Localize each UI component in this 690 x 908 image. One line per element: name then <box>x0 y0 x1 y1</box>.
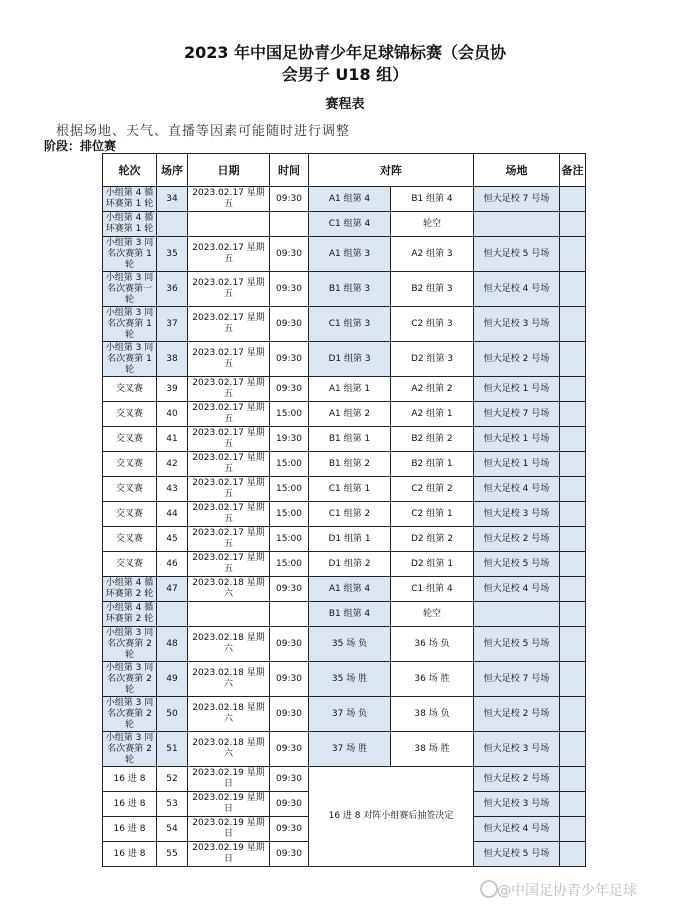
table-row <box>103 502 586 527</box>
time-cell: 09:30 <box>270 732 309 767</box>
page-title-line-1: 2023 年中国足协青少年足球锦标赛（会员协 <box>183 43 507 62</box>
time-cell: 09:30 <box>270 307 309 342</box>
home-team-cell: A1 组第 2 <box>309 402 391 427</box>
venue-cell: 恒大足校 1 号场 <box>474 427 560 452</box>
remark-cell <box>560 817 586 842</box>
table-row <box>103 452 586 477</box>
match-no-cell: 49 <box>157 662 188 697</box>
match-no-cell: 50 <box>157 697 188 732</box>
date-cell: 2023.02.17 星期五 <box>188 342 270 377</box>
venue-cell: 恒大足校 5 号场 <box>474 552 560 577</box>
remark-cell <box>560 602 586 627</box>
round-cell: 小组第 3 同名次赛第 1 轮 <box>103 342 157 377</box>
table-row <box>103 732 586 767</box>
date-cell: 2023.02.17 星期五 <box>188 187 270 212</box>
venue-cell: 恒大足校 1 号场 <box>474 377 560 402</box>
round-cell: 交叉赛 <box>103 477 157 502</box>
time-cell: 15:00 <box>270 452 309 477</box>
table-row <box>103 627 586 662</box>
away-team-cell: B1 组第 4 <box>391 187 474 212</box>
remark-cell <box>560 187 586 212</box>
date-cell: 2023.02.17 星期五 <box>188 377 270 402</box>
date-cell: 2023.02.17 星期五 <box>188 452 270 477</box>
table-row <box>103 377 586 402</box>
match-no-cell: 36 <box>157 272 188 307</box>
remark-cell <box>560 842 586 867</box>
round-cell: 交叉赛 <box>103 527 157 552</box>
away-team-cell: B2 组第 3 <box>391 272 474 307</box>
date-cell: 2023.02.17 星期五 <box>188 402 270 427</box>
time-cell: 15:00 <box>270 477 309 502</box>
round-cell: 交叉赛 <box>103 427 157 452</box>
remark-cell <box>560 477 586 502</box>
date-cell: 2023.02.18 星期六 <box>188 577 270 602</box>
away-team-cell: 38 场 负 <box>391 697 474 732</box>
venue-cell: 恒大足校 2 号场 <box>474 697 560 732</box>
remark-cell <box>560 212 586 237</box>
weibo-icon <box>480 880 498 898</box>
away-team-cell: A2 组第 2 <box>391 377 474 402</box>
date-cell: 2023.02.18 星期六 <box>188 732 270 767</box>
time-cell: 09:30 <box>270 377 309 402</box>
date-cell: 2023.02.19 星期日 <box>188 792 270 817</box>
remark-cell <box>560 697 586 732</box>
time-cell: 09:30 <box>270 342 309 377</box>
remark-cell <box>560 272 586 307</box>
round-cell: 小组第 3 同名次赛第 2 轮 <box>103 662 157 697</box>
venue-cell: 恒大足校 4 号场 <box>474 577 560 602</box>
match-no-cell: 45 <box>157 527 188 552</box>
round-cell: 16 进 8 <box>103 792 157 817</box>
home-team-cell: B1 组第 4 <box>309 602 391 627</box>
home-team-cell: 37 场 胜 <box>309 732 391 767</box>
away-team-cell: C2 组第 1 <box>391 502 474 527</box>
schedule-subtitle: 赛程表 <box>325 97 365 112</box>
home-team-cell: C1 组第 1 <box>309 477 391 502</box>
date-cell: 2023.02.18 星期六 <box>188 697 270 732</box>
round-cell: 交叉赛 <box>103 452 157 477</box>
table-row <box>103 187 586 212</box>
date-cell: 2023.02.19 星期日 <box>188 817 270 842</box>
match-no-cell: 41 <box>157 427 188 452</box>
match-no-cell: 47 <box>157 577 188 602</box>
round-cell: 16 进 8 <box>103 767 157 792</box>
header-fixture: 对阵 <box>309 154 474 187</box>
time-cell: 15:00 <box>270 402 309 427</box>
match-no-cell: 46 <box>157 552 188 577</box>
date-cell: 2023.02.17 星期五 <box>188 527 270 552</box>
table-row <box>103 237 586 272</box>
remark-cell <box>560 577 586 602</box>
watermark: @中国足协青少年足球 <box>497 883 637 899</box>
time-cell: 09:30 <box>270 792 309 817</box>
match-no-cell: 55 <box>157 842 188 867</box>
time-cell: 19:30 <box>270 427 309 452</box>
round-cell: 小组第 4 循环赛第 1 轮 <box>103 212 157 237</box>
date-cell: 2023.02.17 星期五 <box>188 237 270 272</box>
remark-cell <box>560 627 586 662</box>
adjustment-note: 根据场地、天气、直播等因素可能随时进行调整 <box>56 124 351 139</box>
date-cell: 2023.02.17 星期五 <box>188 272 270 307</box>
table-row <box>103 767 586 792</box>
away-team-cell: D2 组第 2 <box>391 527 474 552</box>
match-no-cell: 54 <box>157 817 188 842</box>
header-round: 轮次 <box>103 154 157 187</box>
time-cell: 09:30 <box>270 817 309 842</box>
venue-cell: 恒大足校 3 号场 <box>474 792 560 817</box>
home-team-cell: B1 组第 2 <box>309 452 391 477</box>
home-team-cell: A1 组第 1 <box>309 377 391 402</box>
schedule-table <box>102 153 586 867</box>
home-team-cell: 35 场 胜 <box>309 662 391 697</box>
header-time: 时间 <box>270 154 309 187</box>
venue-cell: 恒大足校 4 号场 <box>474 272 560 307</box>
home-team-cell: A1 组第 4 <box>309 187 391 212</box>
away-team-cell: A2 组第 1 <box>391 402 474 427</box>
home-team-cell: C1 组第 2 <box>309 502 391 527</box>
remark-cell <box>560 552 586 577</box>
away-team-cell: 38 场 胜 <box>391 732 474 767</box>
table-row <box>103 577 586 602</box>
time-cell: 09:30 <box>270 577 309 602</box>
table-row <box>103 272 586 307</box>
home-team-cell: B1 组第 3 <box>309 272 391 307</box>
time-cell <box>270 602 309 627</box>
venue-cell: 恒大足校 3 号场 <box>474 307 560 342</box>
remark-cell <box>560 662 586 697</box>
time-cell: 09:30 <box>270 662 309 697</box>
remark-cell <box>560 342 586 377</box>
home-team-cell: C1 组第 4 <box>309 212 391 237</box>
date-cell: 2023.02.18 星期六 <box>188 662 270 697</box>
date-cell: 2023.02.18 星期六 <box>188 627 270 662</box>
remark-cell <box>560 792 586 817</box>
header-match-no: 场序 <box>157 154 188 187</box>
stage-label: 阶段：排位赛 <box>44 139 117 153</box>
venue-cell: 恒大足校 7 号场 <box>474 187 560 212</box>
time-cell: 09:30 <box>270 237 309 272</box>
venue-cell: 恒大足校 3 号场 <box>474 732 560 767</box>
date-cell: 2023.02.17 星期五 <box>188 552 270 577</box>
time-cell: 09:30 <box>270 842 309 867</box>
venue-cell: 恒大足校 4 号场 <box>474 477 560 502</box>
date-cell: 2023.02.17 星期五 <box>188 427 270 452</box>
match-no-cell: 34 <box>157 187 188 212</box>
date-cell: 2023.02.19 星期日 <box>188 842 270 867</box>
away-team-cell: B2 组第 2 <box>391 427 474 452</box>
away-team-cell: B2 组第 1 <box>391 452 474 477</box>
table-row <box>103 307 586 342</box>
round-cell: 交叉赛 <box>103 377 157 402</box>
remark-cell <box>560 452 586 477</box>
away-team-cell: 36 场 胜 <box>391 662 474 697</box>
venue-cell: 恒大足校 1 号场 <box>474 452 560 477</box>
venue-cell: 恒大足校 5 号场 <box>474 842 560 867</box>
table-row <box>103 427 586 452</box>
venue-cell: 恒大足校 4 号场 <box>474 817 560 842</box>
home-team-cell: D1 组第 3 <box>309 342 391 377</box>
table-row <box>103 552 586 577</box>
table-row <box>103 477 586 502</box>
round-cell: 16 进 8 <box>103 817 157 842</box>
home-team-cell: D1 组第 1 <box>309 527 391 552</box>
round-cell: 小组第 3 同名次赛第 2 轮 <box>103 627 157 662</box>
away-team-cell: C1 组第 4 <box>391 577 474 602</box>
match-no-cell: 43 <box>157 477 188 502</box>
date-cell: 2023.02.19 星期日 <box>188 767 270 792</box>
round-cell: 交叉赛 <box>103 402 157 427</box>
away-team-cell: 轮空 <box>391 602 474 627</box>
time-cell <box>270 212 309 237</box>
match-no-cell: 44 <box>157 502 188 527</box>
round-cell: 交叉赛 <box>103 502 157 527</box>
match-no-cell: 48 <box>157 627 188 662</box>
time-cell: 15:00 <box>270 552 309 577</box>
date-cell: 2023.02.17 星期五 <box>188 502 270 527</box>
venue-cell: 恒大足校 7 号场 <box>474 402 560 427</box>
date-cell: 2023.02.17 星期五 <box>188 307 270 342</box>
table-row <box>103 402 586 427</box>
home-team-cell: A1 组第 3 <box>309 237 391 272</box>
round-cell: 16 进 8 <box>103 842 157 867</box>
venue-cell: 恒大足校 3 号场 <box>474 502 560 527</box>
away-team-cell: C2 组第 2 <box>391 477 474 502</box>
away-team-cell: D2 组第 3 <box>391 342 474 377</box>
match-no-cell: 38 <box>157 342 188 377</box>
time-cell: 09:30 <box>270 697 309 732</box>
time-cell: 09:30 <box>270 187 309 212</box>
time-cell: 09:30 <box>270 627 309 662</box>
match-no-cell: 53 <box>157 792 188 817</box>
time-cell: 09:30 <box>270 272 309 307</box>
away-team-cell: C2 组第 3 <box>391 307 474 342</box>
match-no-cell: 42 <box>157 452 188 477</box>
header-remark: 备注 <box>560 154 586 187</box>
venue-cell: 恒大足校 2 号场 <box>474 767 560 792</box>
round-cell: 小组第 3 同名次赛第 2 轮 <box>103 732 157 767</box>
time-cell: 15:00 <box>270 502 309 527</box>
round-cell: 小组第 3 同名次赛第 1 轮 <box>103 307 157 342</box>
schedule-body <box>103 187 586 867</box>
match-no-cell: 52 <box>157 767 188 792</box>
venue-cell <box>474 602 560 627</box>
match-no-cell: 39 <box>157 377 188 402</box>
header-venue: 场地 <box>474 154 560 187</box>
date-cell: 2023.02.17 星期五 <box>188 477 270 502</box>
home-team-cell: C1 组第 3 <box>309 307 391 342</box>
away-team-cell: 36 场 负 <box>391 627 474 662</box>
round-cell: 交叉赛 <box>103 552 157 577</box>
remark-cell <box>560 237 586 272</box>
venue-cell: 恒大足校 5 号场 <box>474 237 560 272</box>
match-no-cell: 51 <box>157 732 188 767</box>
away-team-cell: D2 组第 1 <box>391 552 474 577</box>
merged-fixture-cell: 16 进 8 对阵小组赛后抽签决定 <box>309 767 474 867</box>
remark-cell <box>560 732 586 767</box>
venue-cell: 恒大足校 7 号场 <box>474 662 560 697</box>
match-no-cell: 35 <box>157 237 188 272</box>
venue-cell: 恒大足校 2 号场 <box>474 342 560 377</box>
home-team-cell: 35 场 负 <box>309 627 391 662</box>
remark-cell <box>560 502 586 527</box>
table-row <box>103 602 586 627</box>
date-cell <box>188 602 270 627</box>
remark-cell <box>560 767 586 792</box>
round-cell: 小组第 4 循环赛第 2 轮 <box>103 602 157 627</box>
round-cell: 小组第 4 循环赛第 1 轮 <box>103 187 157 212</box>
home-team-cell: 37 场 负 <box>309 697 391 732</box>
table-row <box>103 662 586 697</box>
venue-cell <box>474 212 560 237</box>
date-cell <box>188 212 270 237</box>
table-header-row <box>103 154 586 187</box>
home-team-cell: B1 组第 1 <box>309 427 391 452</box>
home-team-cell: A1 组第 4 <box>309 577 391 602</box>
home-team-cell: D1 组第 2 <box>309 552 391 577</box>
round-cell: 小组第 3 同名次赛第 2 轮 <box>103 697 157 732</box>
table-row <box>103 212 586 237</box>
round-cell: 小组第 3 同名次赛第 1 轮 <box>103 237 157 272</box>
table-row <box>103 342 586 377</box>
remark-cell <box>560 377 586 402</box>
page-title-line-2: 会男子 U18 组） <box>281 65 409 84</box>
round-cell: 小组第 4 循环赛第 2 轮 <box>103 577 157 602</box>
match-no-cell: 37 <box>157 307 188 342</box>
remark-cell <box>560 402 586 427</box>
match-no-cell <box>157 212 188 237</box>
venue-cell: 恒大足校 5 号场 <box>474 627 560 662</box>
time-cell: 09:30 <box>270 767 309 792</box>
away-team-cell: A2 组第 3 <box>391 237 474 272</box>
remark-cell <box>560 307 586 342</box>
header-date: 日期 <box>188 154 270 187</box>
remark-cell <box>560 427 586 452</box>
remark-cell <box>560 527 586 552</box>
venue-cell: 恒大足校 2 号场 <box>474 527 560 552</box>
table-row <box>103 697 586 732</box>
time-cell: 15:00 <box>270 527 309 552</box>
match-no-cell <box>157 602 188 627</box>
match-no-cell: 40 <box>157 402 188 427</box>
table-row <box>103 527 586 552</box>
away-team-cell: 轮空 <box>391 212 474 237</box>
round-cell: 小组第 3 同名次赛第一轮 <box>103 272 157 307</box>
